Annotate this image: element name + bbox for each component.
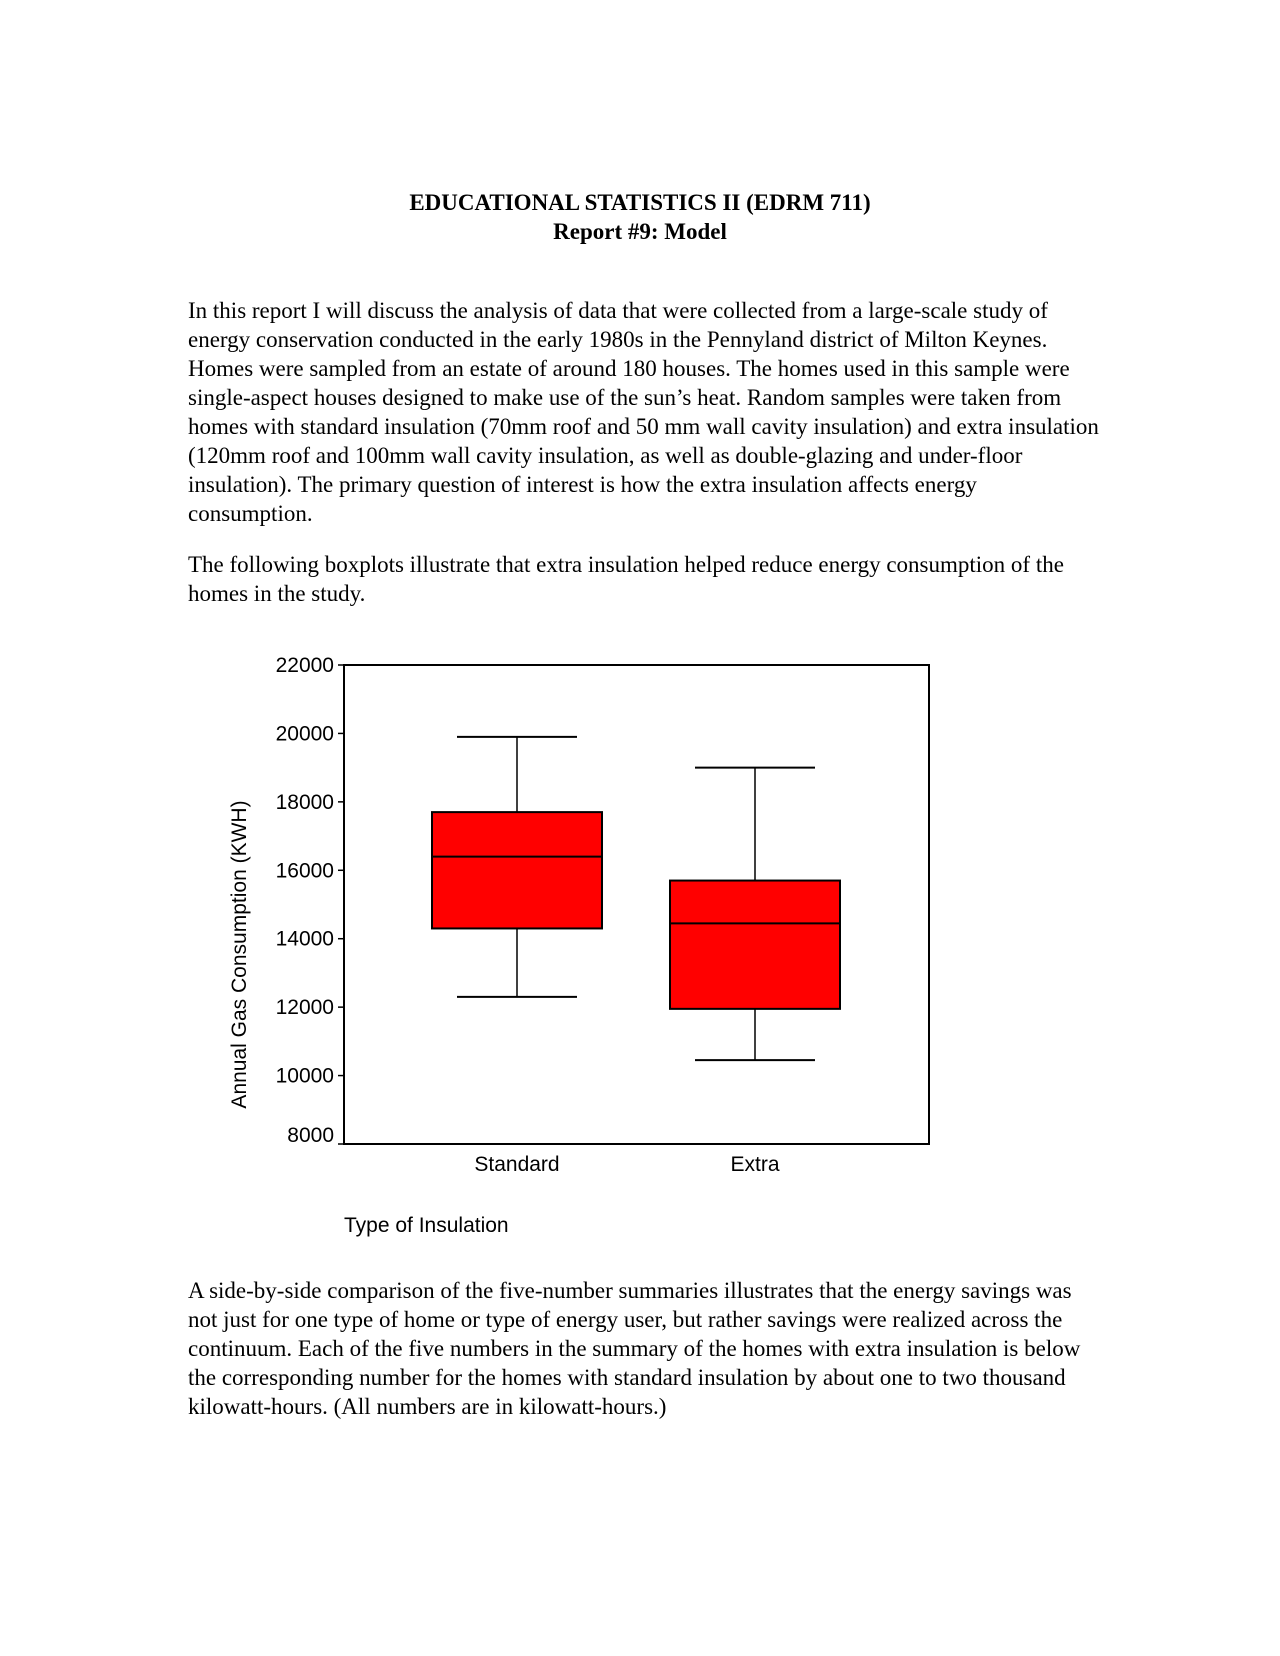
summary-comparison-paragraph: A side-by-side comparison of the five-number summaries illustrates that the energy savings was not just for one type of home or type of energy user, but rather savings were realized across the continuum. Each of the five numbers in the summary of the homes with extra insulation is below the corresponding number for the homes with standard insulation by about one to two thousand kilowatt-hours. (All numbers are in kilowatt-hours.) <box>188 1278 1081 1419</box>
report-header <box>0 188 1280 246</box>
y-tick-label: 18000 <box>275 790 334 814</box>
boxplot-intro-paragraph: The following boxplots illustrate that extra insulation helped reduce energy consumption of the homes in the study. <box>188 552 1064 606</box>
iqr-box <box>432 812 602 928</box>
report-title: Report #9: Model <box>553 219 727 244</box>
x-axis-title: Type of Insulation <box>344 1214 509 1237</box>
x-category-label: Standard <box>474 1153 560 1176</box>
y-tick-label: 12000 <box>275 996 334 1020</box>
y-tick-label: 10000 <box>275 1064 334 1088</box>
y-axis-title: Annual Gas Consumption (KWH) <box>228 800 251 1109</box>
y-tick-label: 20000 <box>275 722 334 746</box>
y-tick-label: 8000 <box>287 1124 334 1147</box>
y-tick-label: 16000 <box>275 859 334 883</box>
course-title: EDUCATIONAL STATISTICS II (EDRM 711) <box>409 190 871 215</box>
intro-paragraph: In this report I will discuss the analysis of data that were collected from a large-scale study of energy conservation conducted in the early 1980s in the Pennyland district of Milton Keynes. Homes were sampled from an estate of around 180 houses. The homes used in this sample were single-aspect houses designed to make use of the sun’s heat. Random samples were taken from homes with standard insulation (70mm roof and 50 mm wall cavity insulation) and extra insulation (120mm roof and 100mm wall cavity insulation, as well as double-glazing and under-floor insulation). The primary question of interest is how the extra insulation affects energy consumption. <box>188 298 1099 526</box>
y-tick-label: 14000 <box>275 927 334 951</box>
plot-frame <box>344 665 929 1144</box>
x-category-label: Extra <box>730 1153 780 1176</box>
y-tick-label: 22000 <box>275 654 334 677</box>
iqr-box <box>670 881 840 1009</box>
